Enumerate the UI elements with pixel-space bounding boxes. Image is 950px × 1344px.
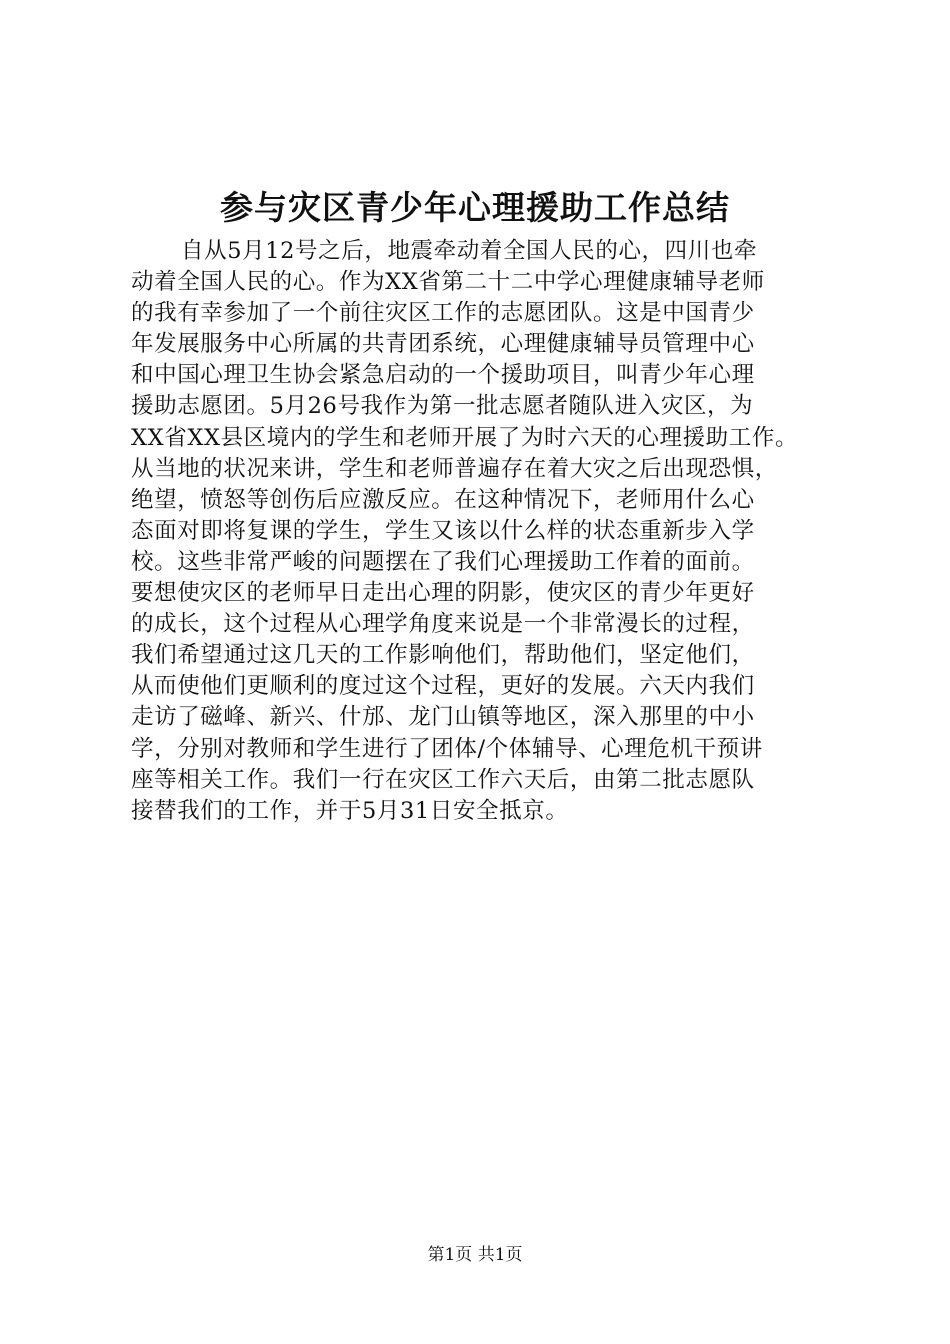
body-line: 座等相关工作。我们一行在灾区工作六天后，由第二批志愿队	[131, 766, 755, 793]
body-line: 从当地的状况来讲，学生和老师普遍存在着大灾之后出现恐惧，	[131, 455, 778, 482]
page-number-footer: 第1页 共1页	[427, 1245, 523, 1265]
body-line: 态面对即将复课的学生，学生又该以什么样的状态重新步入学	[131, 517, 755, 544]
body-line: 的成长，这个过程从心理学角度来说是一个非常漫长的过程，	[131, 611, 755, 638]
body-line: 年发展服务中心所属的共青团系统，心理健康辅导员管理中心	[131, 331, 755, 358]
body-line: 学，分别对教师和学生进行了团体/个体辅导、心理危机干预讲	[131, 735, 763, 762]
body-line: 和中国心理卫生协会紧急启动的一个援助项目，叫青少年心理	[131, 362, 755, 389]
body-line: 我们希望通过这几天的工作影响他们，帮助他们，坚定他们，	[131, 642, 755, 669]
body-line: XX省XX县区境内的学生和老师开展了为时六天的心理援助工作。	[131, 424, 799, 451]
body-line: 校。这些非常严峻的问题摆在了我们心理援助工作着的面前。	[131, 548, 755, 575]
body-line: 援助志愿团。5月26号我作为第一批志愿者随队进入灾区，为	[131, 393, 754, 420]
body-line: 自从5月12号之后，地震牵动着全国人民的心，四川也牵	[181, 238, 758, 264]
document-body	[131, 236, 831, 827]
body-line: 绝望，愤怒等创伤后应激反应。在这种情况下，老师用什么心	[131, 486, 755, 513]
body-line: 接替我们的工作，并于5月31日安全抵京。	[131, 797, 569, 824]
body-line: 动着全国人民的心。作为XX省第二十二中学心理健康辅导老师	[131, 269, 765, 296]
body-line: 从而使他们更顺利的度过这个过程，更好的发展。六天内我们	[131, 673, 755, 700]
body-line: 走访了磁峰、新兴、什邡、龙门山镇等地区，深入那里的中小	[131, 704, 755, 731]
body-line: 的我有幸参加了一个前往灾区工作的志愿团队。这是中国青少	[131, 300, 755, 327]
body-line: 要想使灾区的老师早日走出心理的阴影，使灾区的青少年更好	[131, 580, 755, 607]
document-title: 参与灾区青少年心理援助工作总结	[220, 188, 730, 227]
